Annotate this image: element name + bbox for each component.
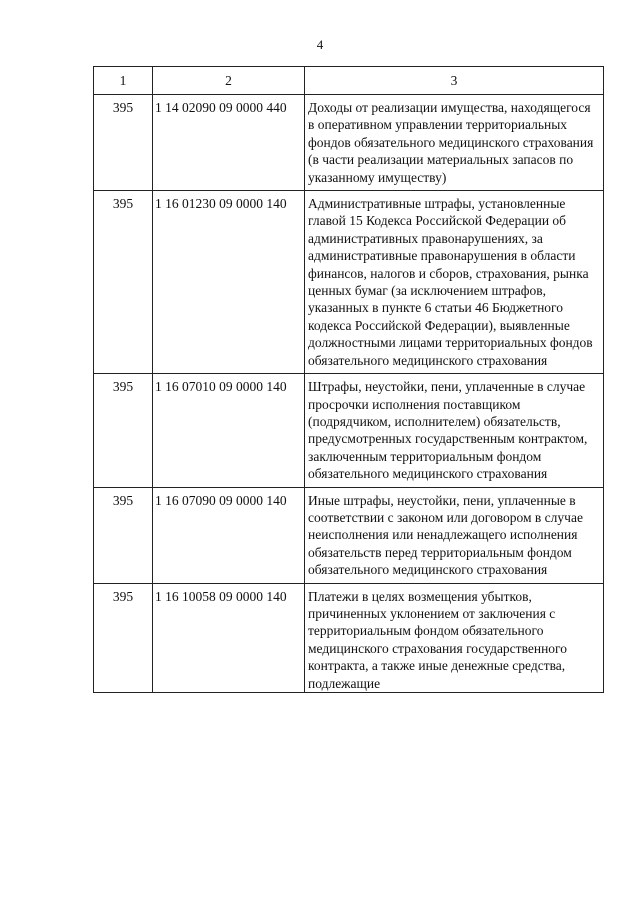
budget-code-cell: 1 14 02090 09 0000 440 bbox=[153, 95, 305, 191]
admin-code-cell: 395 bbox=[94, 374, 153, 487]
income-name-cell: Административные штрафы, установленные главой 15 Кодекса Российской Федерации об административных правонарушениях, за административные правонарушения в области финансов, налогов и сборов, страхования, рынка ценных бумаг (за исключением штрафов, указанных в пункте 6 статьи 46 Бюджетного кодекса Российской Федерации), выявленные должностными лицами территориальных фондов обязательного медицинского страхования bbox=[305, 191, 604, 374]
table-row bbox=[94, 487, 604, 583]
page-number: 4 bbox=[316, 37, 324, 52]
income-name-cell: Штрафы, неустойки, пени, уплаченные в случае просрочки исполнения поставщиком (подрядчиком, исполнителем) обязательств, предусмотренных государственным контрактом, заключенным территориальным фондом обязательного медицинского страхования bbox=[305, 374, 604, 487]
admin-code-cell: 395 bbox=[94, 487, 153, 583]
admin-code-cell: 395 bbox=[94, 191, 153, 374]
budget-codes-table bbox=[93, 66, 604, 693]
income-name-cell: Платежи в целях возмещения убытков, причиненных уклонением от заключения с территориальным фондом обязательного медицинского страхования государственного контракта, а также иные денежные средства, подлежащие bbox=[305, 583, 604, 692]
table-header-row bbox=[94, 67, 604, 95]
budget-code-cell: 1 16 07090 09 0000 140 bbox=[153, 487, 305, 583]
budget-code-cell: 1 16 10058 09 0000 140 bbox=[153, 583, 305, 692]
table-row bbox=[94, 191, 604, 374]
budget-code-cell: 1 16 07010 09 0000 140 bbox=[153, 374, 305, 487]
table-row bbox=[94, 374, 604, 487]
table-row bbox=[94, 583, 604, 692]
column-header-3: 3 bbox=[305, 67, 604, 95]
admin-code-cell: 395 bbox=[94, 583, 153, 692]
column-header-2: 2 bbox=[153, 67, 305, 95]
admin-code-cell: 395 bbox=[94, 95, 153, 191]
budget-code-cell: 1 16 01230 09 0000 140 bbox=[153, 191, 305, 374]
table-row bbox=[94, 95, 604, 191]
income-name-cell: Доходы от реализации имущества, находящегося в оперативном управлении территориальных фондов обязательного медицинского страхования (в части реализации материальных запасов по указанному имуществу) bbox=[305, 95, 604, 191]
income-name-cell: Иные штрафы, неустойки, пени, уплаченные в соответствии с законом или договором в случае неисполнения или ненадлежащего исполнения обязательств перед территориальным фондом обязательного медицинского страхования bbox=[305, 487, 604, 583]
column-header-1: 1 bbox=[94, 67, 153, 95]
